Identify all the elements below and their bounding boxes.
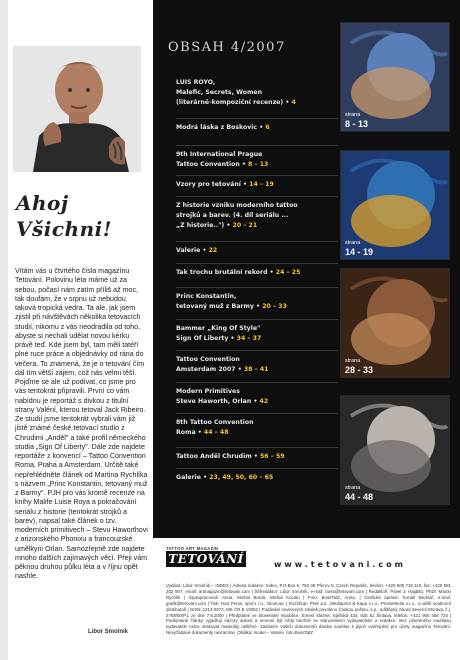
toc-page-number: 23, 49, 50, 60 – 65: [209, 474, 274, 481]
toc-entry-title: Steve Haworth, Orlan: [176, 397, 252, 405]
toc-page-number: 14 – 19: [249, 181, 274, 188]
toc-entry-line: (literárně-kompoziční recenze) • 4: [176, 98, 296, 106]
thumbnail-label-word: strana: [345, 358, 361, 364]
toc-divider: [176, 468, 338, 469]
toc-divider: [176, 175, 338, 176]
left-stripe: [0, 0, 8, 660]
article-thumbnail[interactable]: [340, 268, 450, 378]
toc-entry-line: Vzory pro tetování • 14 – 19: [176, 181, 274, 188]
toc-page-number: 38 – 41: [243, 365, 269, 373]
left-column: [0, 0, 153, 660]
toc-entry[interactable]: [176, 201, 341, 230]
contents-heading: OBSAH 4/2007: [168, 40, 286, 55]
toc-entry[interactable]: [176, 246, 341, 256]
toc-entry-title: Tattoo Convention: [176, 160, 240, 168]
toc-entry-line: [176, 150, 341, 160]
toc-entry-line: Steve Haworth, Orlan • 42: [176, 397, 269, 405]
toc-entry-title: Princ Konstantin,: [176, 293, 237, 300]
toc-entry-line: [176, 387, 341, 397]
toc-page-number: 44 – 48: [203, 428, 229, 436]
article-thumbnail[interactable]: [340, 22, 450, 132]
toc-entry-title: (literárně-kompoziční recenze): [176, 98, 284, 106]
toc-divider: [176, 447, 338, 448]
article-thumbnail[interactable]: [340, 150, 450, 260]
toc-entry-line: Roma • 44 – 48: [176, 428, 229, 436]
toc-entry-line: Valerie • 22: [176, 247, 218, 254]
toc-entry-line: Galerie • 23, 49, 50, 60 – 65: [176, 474, 274, 481]
toc-page-number: 8 – 13: [248, 160, 269, 168]
toc-entry-title: strojků a barev. (4. díl seriálu ...: [176, 211, 289, 219]
thumbnail-page-range: 14 - 19: [345, 247, 374, 257]
toc-entry-line: [176, 324, 341, 334]
toc-entry-title: Vzory pro tetování: [176, 181, 241, 188]
toc-page-number: 22: [208, 247, 218, 254]
toc-divider: [176, 196, 338, 197]
toc-page-number: 6: [265, 124, 270, 131]
thumbnail-label: [345, 484, 373, 502]
toc-page-number: 24 – 25: [275, 269, 301, 276]
thumbnail-page-range: 28 - 33: [345, 365, 374, 375]
toc-entry-line: Modrá láska z Boskovic • 6: [176, 124, 270, 131]
thumbnail-label: [345, 357, 373, 375]
toc-divider: [176, 118, 338, 119]
logo-tagline: TATTOO ART MAGAZÍN: [166, 546, 219, 551]
toc-entry-title: Modrá láska z Boskovic: [176, 124, 258, 131]
thumbnail-page-range: 44 - 48: [345, 492, 374, 502]
greeting-line-1: Ahoj: [16, 191, 69, 215]
article-thumbnail[interactable]: [340, 395, 450, 505]
thumbnail-label-word: strana: [345, 240, 361, 246]
toc-entry-line: „Z historie..") • 20 – 21: [176, 221, 258, 229]
toc-entry[interactable]: [176, 418, 341, 438]
toc-entry-line: [176, 211, 341, 221]
toc-divider: [176, 413, 338, 414]
toc-entry[interactable]: [176, 123, 341, 133]
toc-entry-line: Amsterdam 2007 • 38 – 41: [176, 365, 269, 373]
toc-entry-title: 9th International Prague: [176, 151, 263, 158]
toc-entry-title: Modern Primitives: [176, 388, 240, 395]
thumbnail-label-word: strana: [345, 112, 361, 118]
editor-photo: [13, 46, 141, 172]
toc-page-number: 34 – 37: [236, 334, 262, 342]
toc-entry-line: Tattoo Convention • 8 – 13: [176, 160, 269, 168]
greeting-line-2: Všichni!: [16, 217, 113, 241]
toc-entry-title: „Z historie.."): [176, 221, 225, 229]
toc-entry[interactable]: [176, 292, 341, 312]
toc-entry-title: Amsterdam 2007: [176, 365, 236, 373]
toc-entry-line: Tak trochu brutální rekord • 24 – 25: [176, 269, 301, 276]
toc-entry-line: Sign Of Liberty • 34 – 37: [176, 334, 262, 342]
toc-divider: [176, 319, 338, 320]
toc-entry-title: Tak trochu brutální rekord: [176, 269, 268, 276]
imprint-text: Vydává: Libor Smolník – INDEX | Adresa redakce: Index, P.O.Box 6, 750 05 Přerov 5, Czech Republic, telefon: +420 608 718 110, fax: +420 581 202 907, email: artmagazin@tetovani.com | Šéfredaktor: Libor Smolník, e-mail: boss@tetovani.com | Redaktoři: Pavel J. Hajdtko, PhDr. Martin Rychlík | Spolupracovali: Anna, Michal Burda, Michal Kocián | Foto: BossTatZ, Anna, | Grafická úprava: Tomáš Bednář, e-mail: grafik@tetovani.com | Tisk: Hart Press, spol.s r.o., Olomouc | Rozšiřuje: PNS a.s., Mediaprint & Kapa s.r.o., PressMedia s.r.o., a další soukromí distributoři | ISSN: 1213-0672, MK ČR E 10052 | Podávání novinových zásilek povoleno Českou poštou, s.p., odštěpný závod Severní Morava, č.j. 2768/00/P.1 ze dne 7.6.2000 | Předplatné ve Slovenské republice: Ernest Slamel, Spišská 434, 925 51 Šintava, telefon: +421 905 458 724 | Podepsané články vyjadřují názory autorů a nemusí být vždy totožné se stanoviskem vydavatelství a redakce. Bez písemného souhlasu vydavatele nelze otiskovat materiály otištěné. Zaslaním vašich dokumentů dáváte souhlas k jejich uveřejnění pro účely magazínu Tetování. Nevyžádané dokumenty nevracíme. Obálka: model – Valerie, foto BossTatZ: [166, 583, 451, 636]
toc-entry[interactable]: [176, 355, 341, 375]
toc-entry[interactable]: [176, 268, 341, 278]
toc-page-number: 20 – 21: [232, 221, 258, 229]
thumbnail-page-range: 8 - 13: [345, 119, 369, 129]
toc-entry[interactable]: [176, 473, 341, 483]
logo-text: TETOVÁNÍ: [168, 552, 244, 566]
toc-entry-line: tetovaný muž z Barmy • 20 – 33: [176, 302, 287, 310]
toc-entry-title: Galerie: [176, 474, 201, 481]
toc-page-number: 20 – 33: [262, 302, 287, 310]
toc-entry-line: [176, 88, 341, 98]
toc-entry-line: [176, 201, 341, 211]
toc-entry-line: [176, 418, 341, 428]
toc-divider: [176, 241, 338, 242]
thumbnail-label: [345, 111, 368, 129]
toc-divider: [176, 263, 338, 264]
thumbnail-label: [345, 239, 373, 257]
toc-divider: [176, 382, 338, 383]
toc-entry-title: Tattoo Anděl Chrudim: [176, 453, 252, 460]
toc-divider: [176, 287, 338, 288]
toc-entry-line: Tattoo Anděl Chrudim • 56 – 59: [176, 453, 285, 460]
toc-entry[interactable]: [176, 180, 341, 190]
toc-entry-line: [176, 78, 341, 88]
editorial-author: Libor Smolník: [88, 629, 129, 635]
toc-entry[interactable]: [176, 150, 341, 170]
magazine-logo: [166, 551, 246, 567]
toc-divider: [176, 350, 338, 351]
toc-entry-title: tetovaný muž z Barmy: [176, 302, 254, 310]
toc-page-number: 4: [291, 98, 296, 106]
toc-entry[interactable]: [176, 78, 341, 107]
toc-divider: [176, 145, 338, 146]
greeting-heading: [16, 190, 146, 242]
toc-entry-title: Tattoo Convention: [176, 356, 240, 363]
website-link[interactable]: www.tetovani.com: [274, 560, 406, 569]
toc-entry-title: LUIS ROYO,: [176, 79, 216, 86]
toc-entry-title: Valerie: [176, 247, 201, 254]
toc-entry-title: Malefic, Secrets, Women: [176, 88, 263, 96]
toc-entry-line: [176, 292, 341, 302]
toc-entry-title: Z historie vzniku moderního tattoo: [176, 202, 298, 209]
toc-page-number: 56 – 59: [259, 453, 285, 460]
toc-entry-title: Roma: [176, 428, 196, 436]
toc-entry-line: [176, 355, 341, 365]
toc-entry-title: 8th Tattoo Convention: [176, 419, 254, 426]
toc-entry-title: Sign Of Liberty: [176, 334, 229, 342]
toc-entry-title: Bammer „King Of Style": [176, 325, 261, 332]
editorial-text: Vítám vás u čtvrtého čísla magazínu Tetování. Polovinu léta máme už za sebou, počasí nám zatím příliš až moc, tak doufám, že v srpnu už nebudou taková tropická vedra. Ta ale, jak jsem zjistil při návštěvách několika tetovacích studií, nikomu z vás neodradila od toho, abyste si nechali udělat novou kérku právě teď. Kde jsem byl, tam měli tatéři plné ruce práce a objednávky od rána do večera. To znamená, že je o tetování čím dál tím větší zájem, což nás velmi těší. Pojďme se ale už podívat, co jsme pro vás tentokrát připravili. První co vám nabídnu je reportáž s divkou z titulní strany Valérií, kterou tetoval Jack Ribeiro. Ze studií jsme tentokrát vybrali vám již jistě známé české tetovací studio z Chrudimi „Anděl" a také profil německého studia „Sign Of Liberty". Dále zde najdete reportáže z konvencí – Tattoo Convention Roma, Praha a Amsterdam. Určitě také nepřehlédněte článek od Martina Rychlíka s názvem „Princ Konstantin, tetovaný muž z Barmy". PJH pro vás kromě recenze na knihy Malife Luise Roya a pokračování seriálu z historie (tentokrát strojků a barev), napsal také článek o tzv. moderních primitivech – Stevu Haworthovi z arizonského Phonixu a francouzské umělkyni Orlan. Samozřejmě zde najdete mnoho dalších zajímavých věcí. Přeji vám pěknou druhou půlku léta a v říjnu opět nashle.: [15, 267, 148, 581]
toc-page-number: 42: [259, 397, 269, 405]
toc-entry[interactable]: [176, 387, 341, 407]
thumbnail-label-word: strana: [345, 485, 361, 491]
toc-entry[interactable]: [176, 452, 341, 462]
toc-entry[interactable]: [176, 324, 341, 344]
